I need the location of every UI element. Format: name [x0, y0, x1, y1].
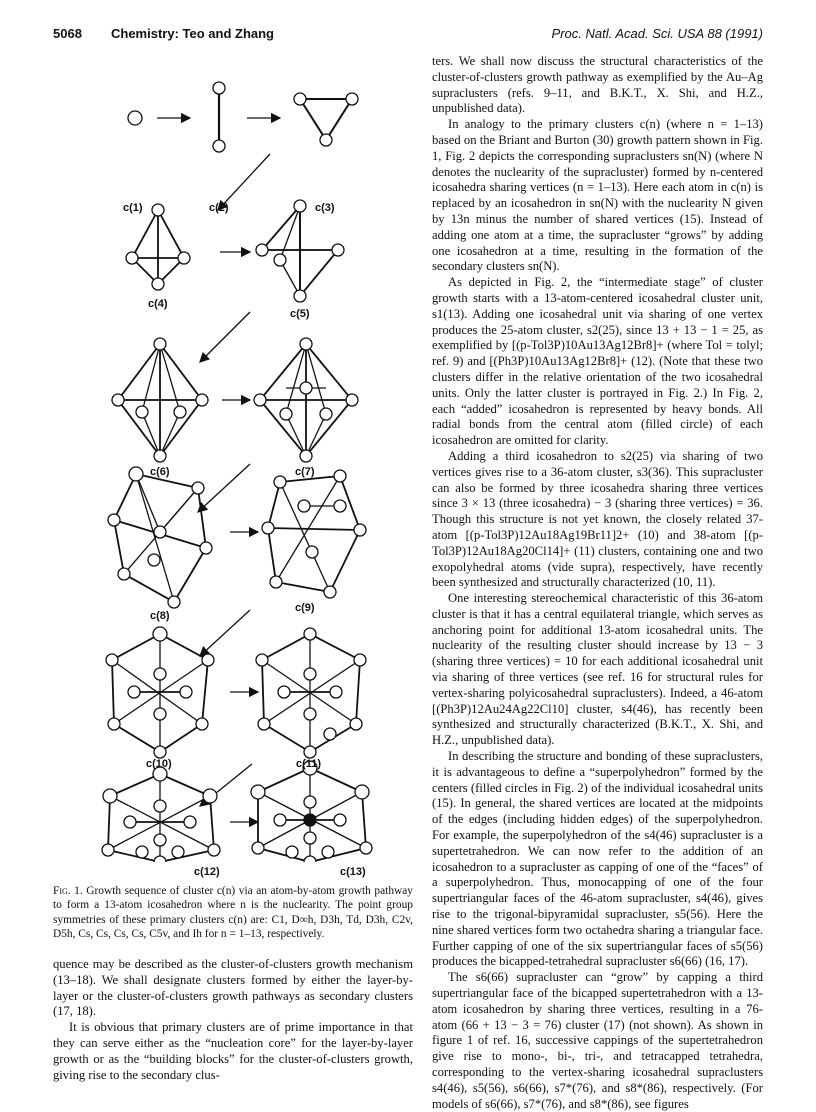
label-c1: c(1) — [123, 202, 143, 214]
left-paragraph-1: quence may be described as the cluster-of-clusters growth mechanism (13–18). We shall designate clusters formed by either the layer-by-layer or the cluster-of-clusters growth pathways as secondary clusters (17, 18). — [53, 957, 413, 1019]
right-paragraph-6: In describing the structure and bonding of these supraclusters, it is advantageous to define a “superpolyhedron” formed by the centers (filled circles in Fig. 2) of the individual icosahedral units (15). In general, the shared vertices are located at the midpoints of the edges (including hidden edges) of the superpolyhedron. For example, the superpolyhedron of the s4(46) supracluster is a supertetrahedron. We can now refer to the addition of an icosahedron to a supracluster as capping of one of the “faces” of a superpolyhedron. Thus, monocapping of one of the four supertriangular faces of the 46-atom supracluster, s4(46), gives rise to the trigonal-bipyramidal supracluster, s5(56). Here the nine shared vertices form two octahedra sharing a triangular face. Further capping of one of the six supertriangular faces of s5(56) produces the bicapped-tetrahedral supracluster s6(66) (16, 17). — [432, 749, 763, 969]
left-paragraph-2: It is obvious that primary clusters are of prime importance in that they can serve either as the “nucleation core” for the layer-by-layer growth or as the “building blocks” for the cluster-of-clusters growth, giving rise to the secondary clus- — [53, 1020, 413, 1082]
page-header — [53, 26, 763, 46]
label-c13: c(13) — [340, 866, 366, 878]
right-paragraph-2: In analogy to the primary clusters c(n) (where n = 1–13) based on the Briant and Burton (30) growth pattern shown in Fig. 1, Fig. 2 depicts the corresponding supraclusters sn(N) (where N denotes the nuclearity of the supracluster) formed by n-centered icosahedra sharing vertices (n = 1–13). Here each atom in c(n) is replaced by an icosahedron in sn(N) with the nuclearity N given by 13n minus the number of shared vertices (15). Instead of adding one atom at a time, the supracluster “grows” by adding one icosahedron at a time, resulting in the formation of the secondary clusters sn(N). — [432, 117, 763, 274]
caption-label: Fig. 1. — [53, 885, 83, 897]
label-c2: c(2) — [209, 202, 229, 214]
label-c4: c(4) — [148, 298, 168, 310]
figure-caption — [53, 884, 413, 942]
right-paragraph-4: Adding a third icosahedron to s2(25) via sharing of two vertices gives rise to a 36-atom cluster, s3(36). This supracluster can also be formed by three icosahedra sharing three vertices since 3 × 13 (three icosahedra) − 3 (sharing three vertices) = 36. Though this structure is not yet known, the closely related 37-atom [(p-Tol3P)12Au18Ag19Br11]2+ (10) and 38-atom [(p-Tol3P)12Au18Ag20Cl14]+ (11) clusters, containing one and two exopolyhedral atoms (vide supra), respectively, have recently been synthesized and structurally characterized (10, 11). — [432, 448, 763, 590]
label-c8: c(8) — [150, 610, 170, 622]
journal-citation: Proc. Natl. Acad. Sci. USA 88 (1991) — [551, 26, 763, 41]
label-c5: c(5) — [290, 308, 310, 320]
label-c6: c(6) — [150, 466, 170, 478]
right-paragraph-5: One interesting stereochemical characteristic of this 36-atom cluster is that it has a central equilateral triangle, which serves as anchoring point for additional 13-atom icosahedral units. The nuclearity of the resulting cluster should increase by 13 − 3 (sharing three vertices) = 10 for each additional icosahedral unit via sharing of three vertices (see ref. 16 for structural rules for vertex-sharing polyicosahedral supraclusters). Indeed, a 46-atom [(Ph3P)12Au24Ag22Cl10] cluster, s4(46), has recently been synthesized and structurally characterized (B.K.T., X. Shi, and H.Z., unpublished data). — [432, 591, 763, 748]
label-c12: c(12) — [194, 866, 220, 878]
page-number: 5068 — [53, 26, 82, 41]
cluster-c1-atom — [128, 111, 142, 125]
right-column-text — [432, 54, 763, 1112]
right-paragraph-3: As depicted in Fig. 2, the “intermediate stage” of cluster growth starts with a 13-atom-centered icosahedral cluster unit, s1(13). Adding one icosahedral unit via sharing of one vertex produces the 25-atom cluster, s2(25), since 13 + 13 − 1 = 25, as exemplified by [(p-Tol3P)10Au13Ag12Br8]+ (where Tol = tolyl; ref. 9) and [(Ph3P)10Au13Ag12Br8]+ (12). (Note that these two clusters differ in the relative orientation of the two icosahedral units. Only the latter cluster is portrayed in Fig. 2.) In Fig. 2, each “added” icosahedron is represented by heavy bonds. All radial bonds from the central atom (filled circle) of each icosahedron are omitted for clarity. — [432, 275, 763, 448]
label-c9: c(9) — [295, 602, 315, 614]
label-c3: c(3) — [315, 202, 335, 214]
label-c11: c(11) — [296, 758, 322, 770]
left-column-text — [53, 957, 413, 1083]
figure-1 — [90, 62, 420, 878]
right-paragraph-1: ters. We shall now discuss the structural characteristics of the cluster-of-clusters growth pathway as exemplified by the Au–Ag supraclusters (refs. 9–11, and B.K.T., X. Shi, and H.Z., unpublished data). — [432, 54, 763, 116]
label-c10: c(10) — [146, 758, 172, 770]
growth-sequence-drawing — [90, 62, 420, 862]
caption-text: Growth sequence of cluster c(n) via an atom-by-atom growth pathway to form a 13-atom icosahedron where n is the nuclearity. The point group symmetries of these primary clusters c(n) are: C1, D∞h, D3h, Td, D3h, C2v, D5h, Cs, Cs, Cs, Cs, C5v, and Ih for n = 1–13, respectively. — [53, 885, 413, 941]
label-c7: c(7) — [295, 466, 315, 478]
right-paragraph-7: The s6(66) supracluster can “grow” by capping a third supertriangular face of the bicapped supertetrahedron with a 13-atom icosahedron by sharing three vertices, resulting in a 76-atom (66 + 13 − 3 = 76) cluster (17) (not shown). As shown in figure 1 of ref. 16, successive cappings of the supertetrahedron give rise to mono-, bi-, tri-, and tetracapped tetrahedra, corresponding to the vertex-sharing icosahedral supraclusters s4(46), s5(56), s6(66), s7*(76), and s8*(86), respectively. (For models of s6(66), s7*(76), and s8*(86), see figures — [432, 970, 763, 1111]
section-title: Chemistry: Teo and Zhang — [111, 26, 274, 41]
